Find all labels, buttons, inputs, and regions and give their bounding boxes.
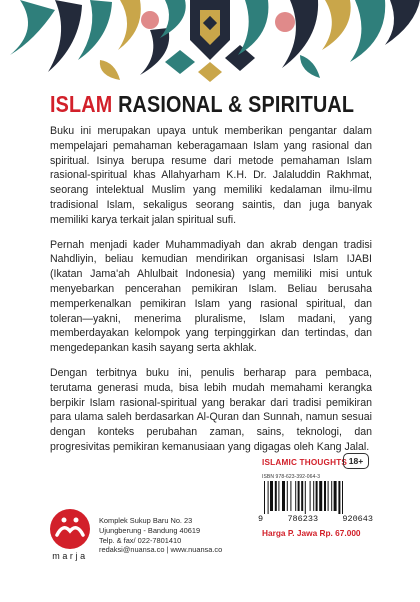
- isbn-lead-digit: 9: [258, 514, 264, 524]
- ornamental-pattern-icon: [0, 0, 420, 82]
- category-label: ISLAMIC THOUGHTS: [262, 458, 348, 467]
- blurb-paragraph-1: Buku ini merupakan upaya untuk memberikan pengantar dalam mempelajari pemahaman keberagamaan Islam yang rasional dan spiritual. Isinya berupa resume dari metode pemahaman Islam rasional-spiritual khas Allahyarham K.H. Dr. Jalaluddin Rakhmat, seorang intelektual Muslim yang memiliki kedalaman ilmu-ilmu tradisional Islam, sekaligus seorang saintis, dan juga banyak memiliki karya terkait jalan spiritual sufi.: [50, 125, 372, 226]
- publisher-name: marja: [52, 551, 88, 561]
- isbn-group-2: 920643: [342, 514, 373, 524]
- publisher-address: [99, 516, 222, 555]
- blurb-paragraph-2: Pernah menjadi kader Muhammadiyah dan akrab dengan tradisi Nahdliyin, beliau kemudian mendirikan organisasi Islam IJABI (Ikatan Jama'ah Ahlulbait Indonesia) yang memiliki misi untuk menyebarkan pencerahan pemikiran Islam. Beliau berusaha memperkenalkan pemikiran Islam yang rasional spiritual, dan toleran—yakni, menerima pluralisme, Islam madani, yang memberdayakan kelompok yang terpinggirkan dan tertindas, dan mengedepankan kasih sayang serta akhlak.: [50, 238, 372, 355]
- age-rating-badge: 18+: [343, 453, 369, 469]
- isbn-digits: [258, 514, 373, 524]
- address-line: Telp. & fax/ 022-7801410: [99, 535, 182, 545]
- marja-logo-icon: [47, 505, 93, 553]
- title-word-islam: ISLAM: [50, 91, 113, 117]
- address-line: Ujungberung - Bandung 40619: [99, 525, 201, 535]
- price-label: Harga P. Jawa Rp. 67.000: [262, 528, 361, 538]
- address-line: Komplek Sukup Baru No. 23: [99, 516, 193, 525]
- blurb-text: [50, 124, 372, 465]
- blurb-paragraph-3: Dengan terbitnya buku ini, penulis berharap para pembaca, terutama generasi muda, bisa lebih mudah memahami kerangka berpikir Islam rasional-spiritual yang berakar dari tradisi pemikiran para ulama saleh berdasarkan Al-Quran dan Sunnah, namun sesuai dengan konteks perubahan zaman, sains, teknologi, dan progresivitas pemikiran kemanusiaan yang digagas oleh Kang Jalal.: [50, 366, 372, 453]
- isbn-group-1: 786233: [287, 514, 319, 524]
- isbn-label: ISBN 978-623-392-064-3: [262, 474, 321, 480]
- book-title: [50, 91, 355, 118]
- title-rest: RASIONAL & SPIRITUAL: [118, 91, 355, 117]
- address-line: redaksi@nuansa.co | www.nuansa.co: [99, 545, 223, 555]
- barcode-icon: [262, 481, 370, 514]
